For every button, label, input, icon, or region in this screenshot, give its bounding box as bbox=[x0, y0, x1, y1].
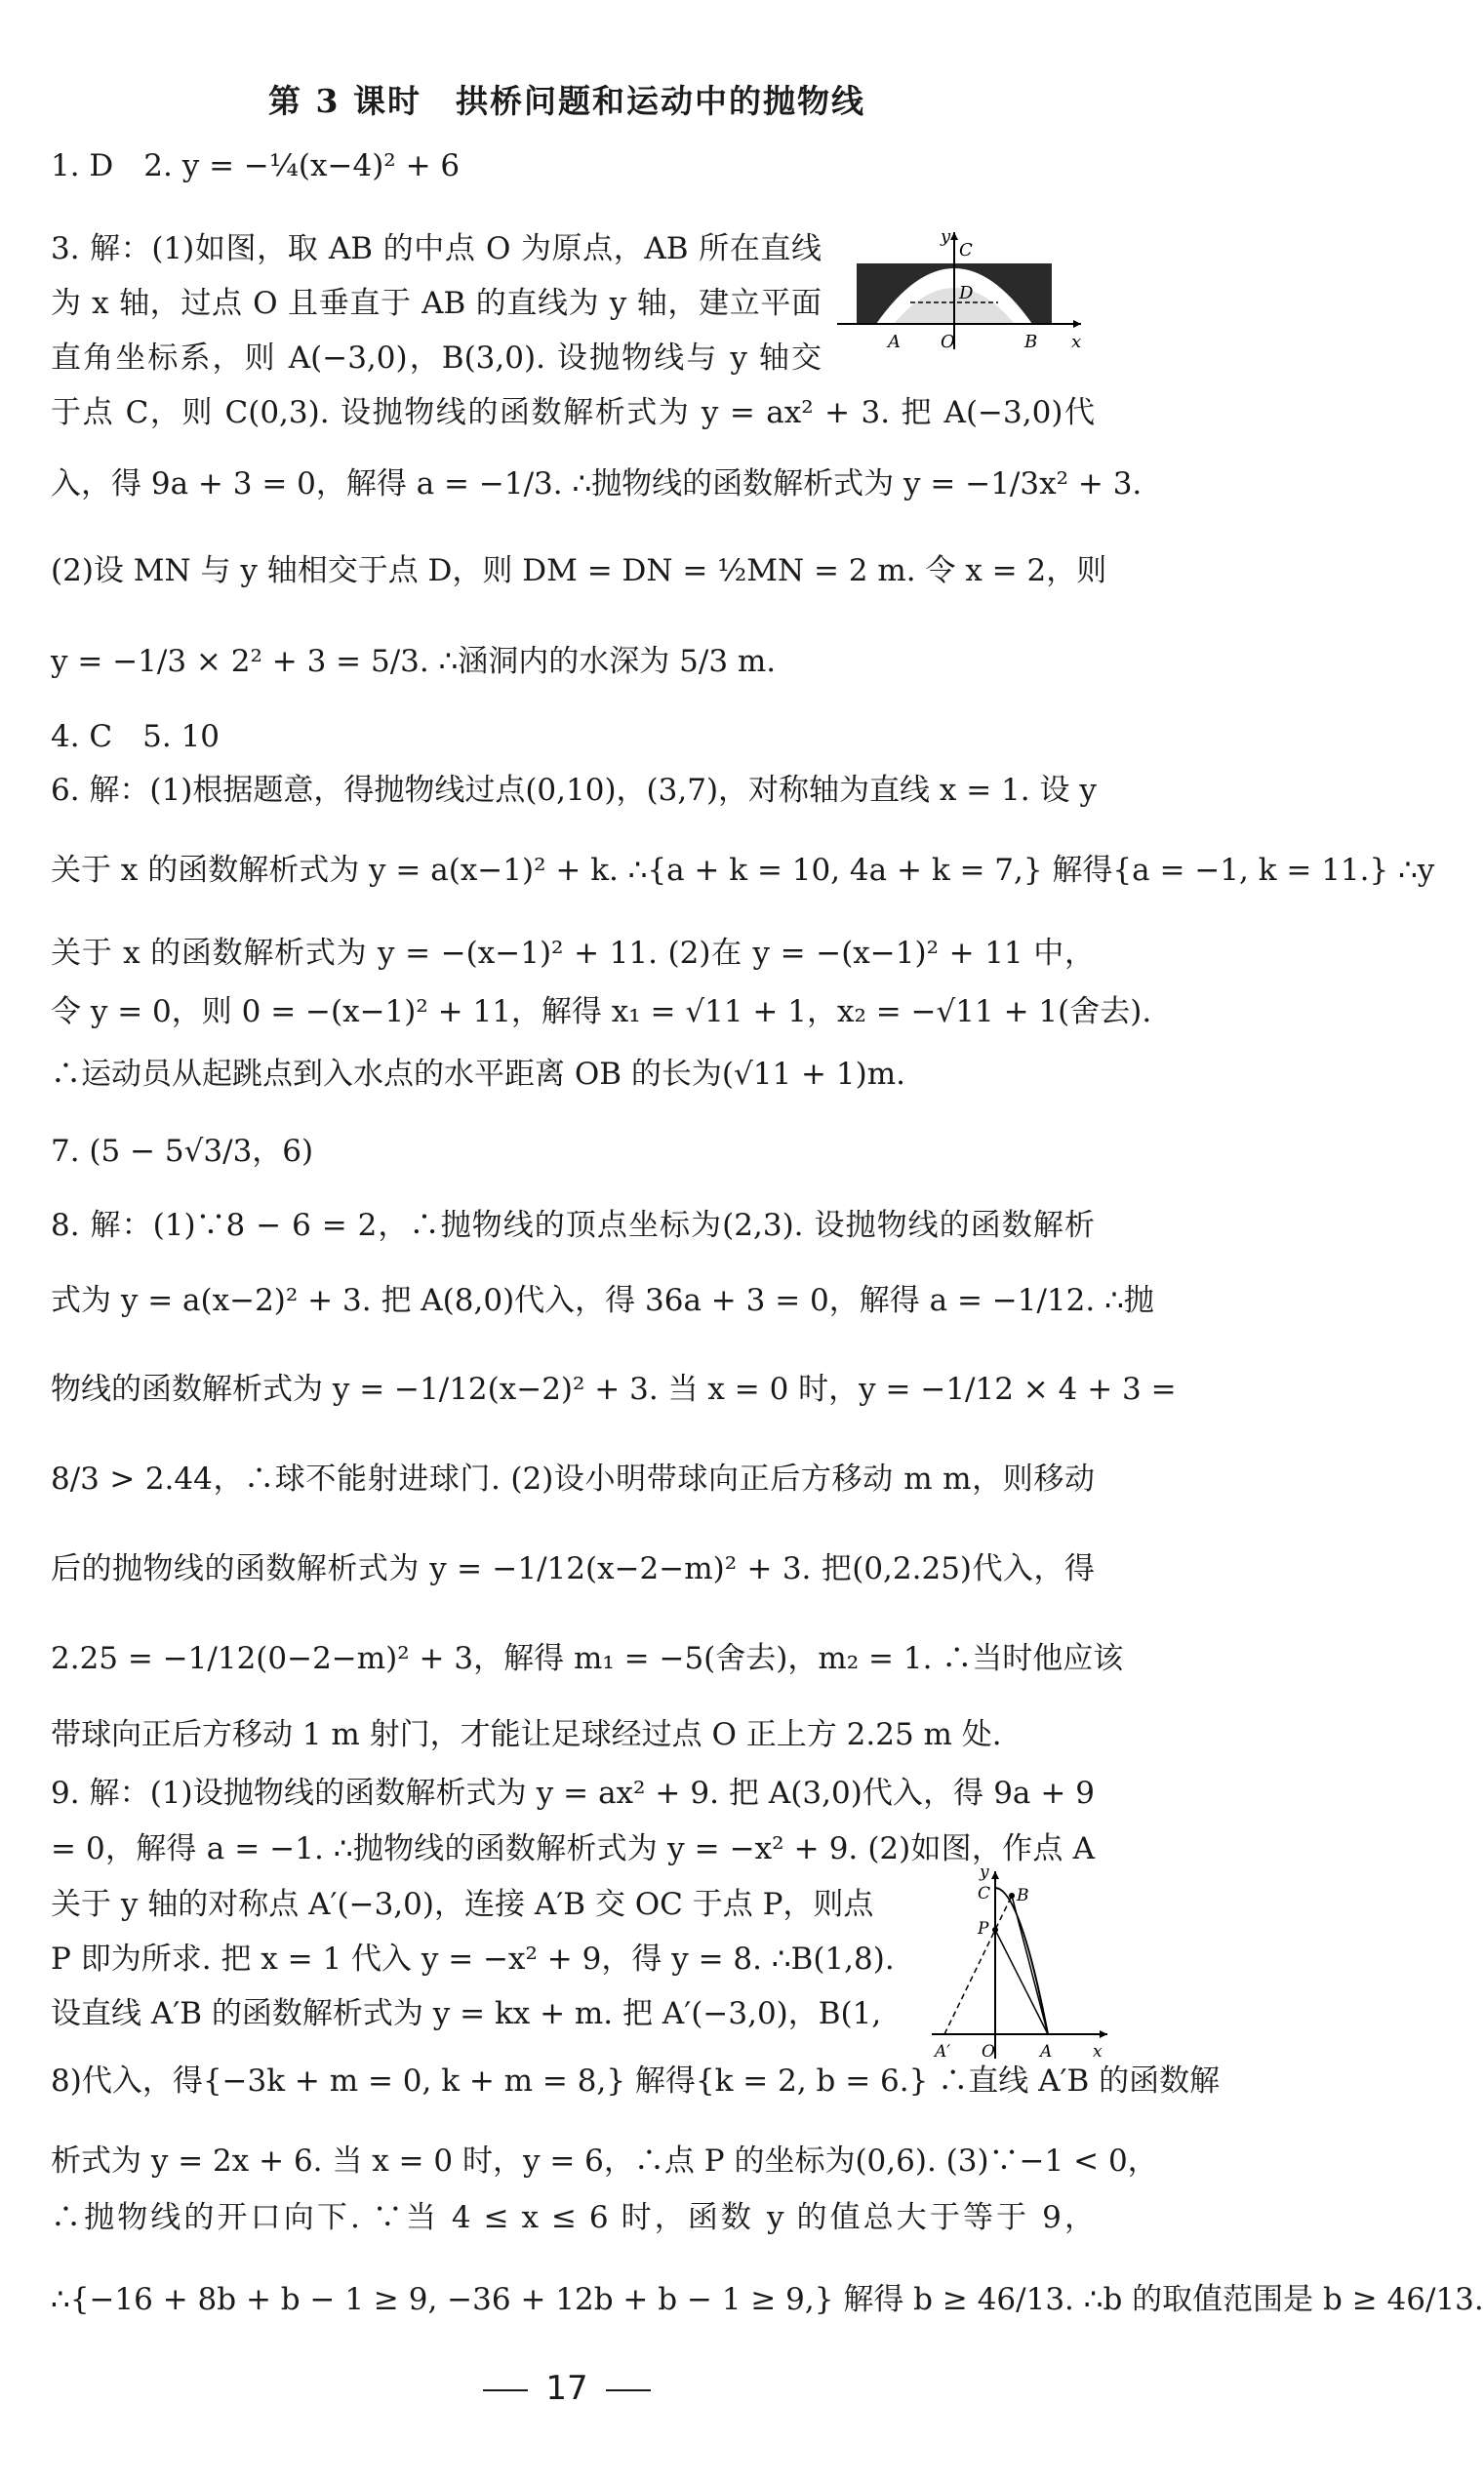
figure-label: B bbox=[1017, 1886, 1029, 1905]
answer-line: 关于 x 的函数解析式为 y = a(x−1)² + k. ∴{a + k = 10, 4a + k = 7,} 解得{a = −1, k = 11.} ∴y bbox=[51, 853, 1435, 888]
answer-line: 8. 解：(1)∵8 − 6 = 2，∴抛物线的顶点坐标为(2,3). 设抛物线的函数解析 bbox=[51, 1208, 1095, 1243]
answer-line: 带球向正后方移动 1 m 射门，才能让足球经过点 O 正上方 2.25 m 处. bbox=[51, 1717, 1002, 1752]
answer-line: = 0，解得 a = −1. ∴抛物线的函数解析式为 y = −x² + 9. (2)如图，作点 A bbox=[51, 1831, 1095, 1866]
culvert-figure bbox=[837, 222, 1101, 359]
figure-label: x bbox=[1093, 2042, 1103, 2062]
figure-label: D bbox=[959, 283, 974, 303]
answer-line: 直角坐标系，则 A(−3,0)，B(3,0). 设抛物线与 y 轴交 bbox=[51, 341, 822, 376]
figure-label: A bbox=[1040, 2042, 1053, 2062]
answer-line: 7. (5 − 5√3/3，6) bbox=[51, 1134, 314, 1169]
answer-line: 入，得 9a + 3 = 0，解得 a = −1/3. ∴抛物线的函数解析式为 y = −1/3x² + 3. bbox=[51, 466, 1143, 501]
answer-line: P 即为所求. 把 x = 1 代入 y = −x² + 9，得 y = 8. ∴B(1,8). bbox=[51, 1942, 895, 1977]
answer-line: ∴抛物线的开口向下. ∵当 4 ≤ x ≤ 6 时，函数 y 的值总大于等于 9， bbox=[51, 2200, 1095, 2235]
figure-label: y bbox=[941, 226, 951, 247]
dash-decoration bbox=[606, 2389, 651, 2391]
answer-line: 关于 y 轴的对称点 A′(−3,0)，连接 A′B 交 OC 于点 P，则点 bbox=[51, 1887, 874, 1922]
answer-line: 后的抛物线的函数解析式为 y = −1/12(x−2−m)² + 3. 把(0,2.25)代入，得 bbox=[51, 1551, 1095, 1586]
page-title: 第 3 课时 拱桥问题和运动中的抛物线 bbox=[268, 82, 865, 120]
figure-label: C bbox=[959, 240, 973, 260]
answer-line: 2.25 = −1/12(0−2−m)² + 3，解得 m₁ = −5(舍去)，m₂ = 1. ∴当时他应该 bbox=[51, 1641, 1124, 1676]
figure-label: B bbox=[1024, 332, 1038, 352]
figure-label: x bbox=[1071, 332, 1082, 352]
answer-line: ∴{−16 + 8b + b − 1 ≥ 9, −36 + 12b + b − 1 ≥ 9,} 解得 b ≥ 46/13. ∴b 的取值范围是 b ≥ 46/13. bbox=[51, 2282, 1484, 2317]
figure-label: O bbox=[982, 2042, 995, 2062]
answer-line: 8)代入，得{−3k + m = 0, k + m = 8,} 解得{k = 2, b = 6.} ∴直线 A′B 的函数解 bbox=[51, 2063, 1221, 2099]
answer-line: ∴运动员从起跳点到入水点的水平距离 OB 的长为(√11 + 1)m. bbox=[51, 1057, 905, 1092]
answer-line: 设直线 A′B 的函数解析式为 y = kx + m. 把 A′(−3,0)，B(1, bbox=[51, 1996, 882, 2031]
parabola-figure bbox=[927, 1863, 1122, 2068]
dash-decoration bbox=[483, 2389, 528, 2391]
answer-line: 式为 y = a(x−2)² + 3. 把 A(8,0)代入，得 36a + 3 = 0，解得 a = −1/12. ∴抛 bbox=[51, 1283, 1154, 1318]
answer-line: y = −1/3 × 2² + 3 = 5/3. ∴涵洞内的水深为 5/3 m. bbox=[51, 644, 777, 679]
answer-line: 8/3 > 2.44，∴球不能射进球门. (2)设小明带球向正后方移动 m m，则移动 bbox=[51, 1462, 1095, 1497]
page-number bbox=[0, 2369, 1134, 2408]
page-number-value: 17 bbox=[545, 2369, 588, 2408]
figure-label: P bbox=[978, 1919, 989, 1939]
answer-line: 3. 解：(1)如图，取 AB 的中点 O 为原点，AB 所在直线 bbox=[51, 231, 822, 266]
answer-line: 令 y = 0，则 0 = −(x−1)² + 11，解得 x₁ = √11 + 1，x₂ = −√11 + 1(舍去). bbox=[51, 994, 1152, 1029]
figure-label: A bbox=[888, 332, 901, 352]
answer-line: 为 x 轴，过点 O 且垂直于 AB 的直线为 y 轴，建立平面 bbox=[51, 286, 822, 321]
answer-line: 关于 x 的函数解析式为 y = −(x−1)² + 11. (2)在 y = −(x−1)² + 11 中， bbox=[51, 936, 1095, 971]
answer-line: 4. C 5. 10 bbox=[51, 719, 221, 754]
answer-line: 于点 C，则 C(0,3). 设抛物线的函数解析式为 y = ax² + 3. 把 A(−3,0)代 bbox=[51, 395, 1095, 430]
answer-line: 1. D 2. y = −¼(x−4)² + 6 bbox=[51, 148, 461, 183]
figure-label: y bbox=[980, 1863, 989, 1882]
answer-line: 物线的函数解析式为 y = −1/12(x−2)² + 3. 当 x = 0 时，y = −1/12 × 4 + 3 = bbox=[51, 1372, 1177, 1407]
answer-line: 6. 解：(1)根据题意，得抛物线过点(0,10)，(3,7)，对称轴为直线 x = 1. 设 y bbox=[51, 773, 1097, 808]
figure-label: A′ bbox=[935, 2042, 951, 2062]
answer-line: (2)设 MN 与 y 轴相交于点 D，则 DM = DN = ½MN = 2 m. 令 x = 2，则 bbox=[51, 553, 1107, 588]
figure-label: C bbox=[978, 1884, 991, 1903]
answer-line: 析式为 y = 2x + 6. 当 x = 0 时，y = 6，∴点 P 的坐标为(0,6). (3)∵−1 < 0， bbox=[51, 2143, 1158, 2179]
figure-label: O bbox=[941, 332, 955, 352]
answer-line: 9. 解：(1)设抛物线的函数解析式为 y = ax² + 9. 把 A(3,0)代入，得 9a + 9 bbox=[51, 1776, 1095, 1811]
